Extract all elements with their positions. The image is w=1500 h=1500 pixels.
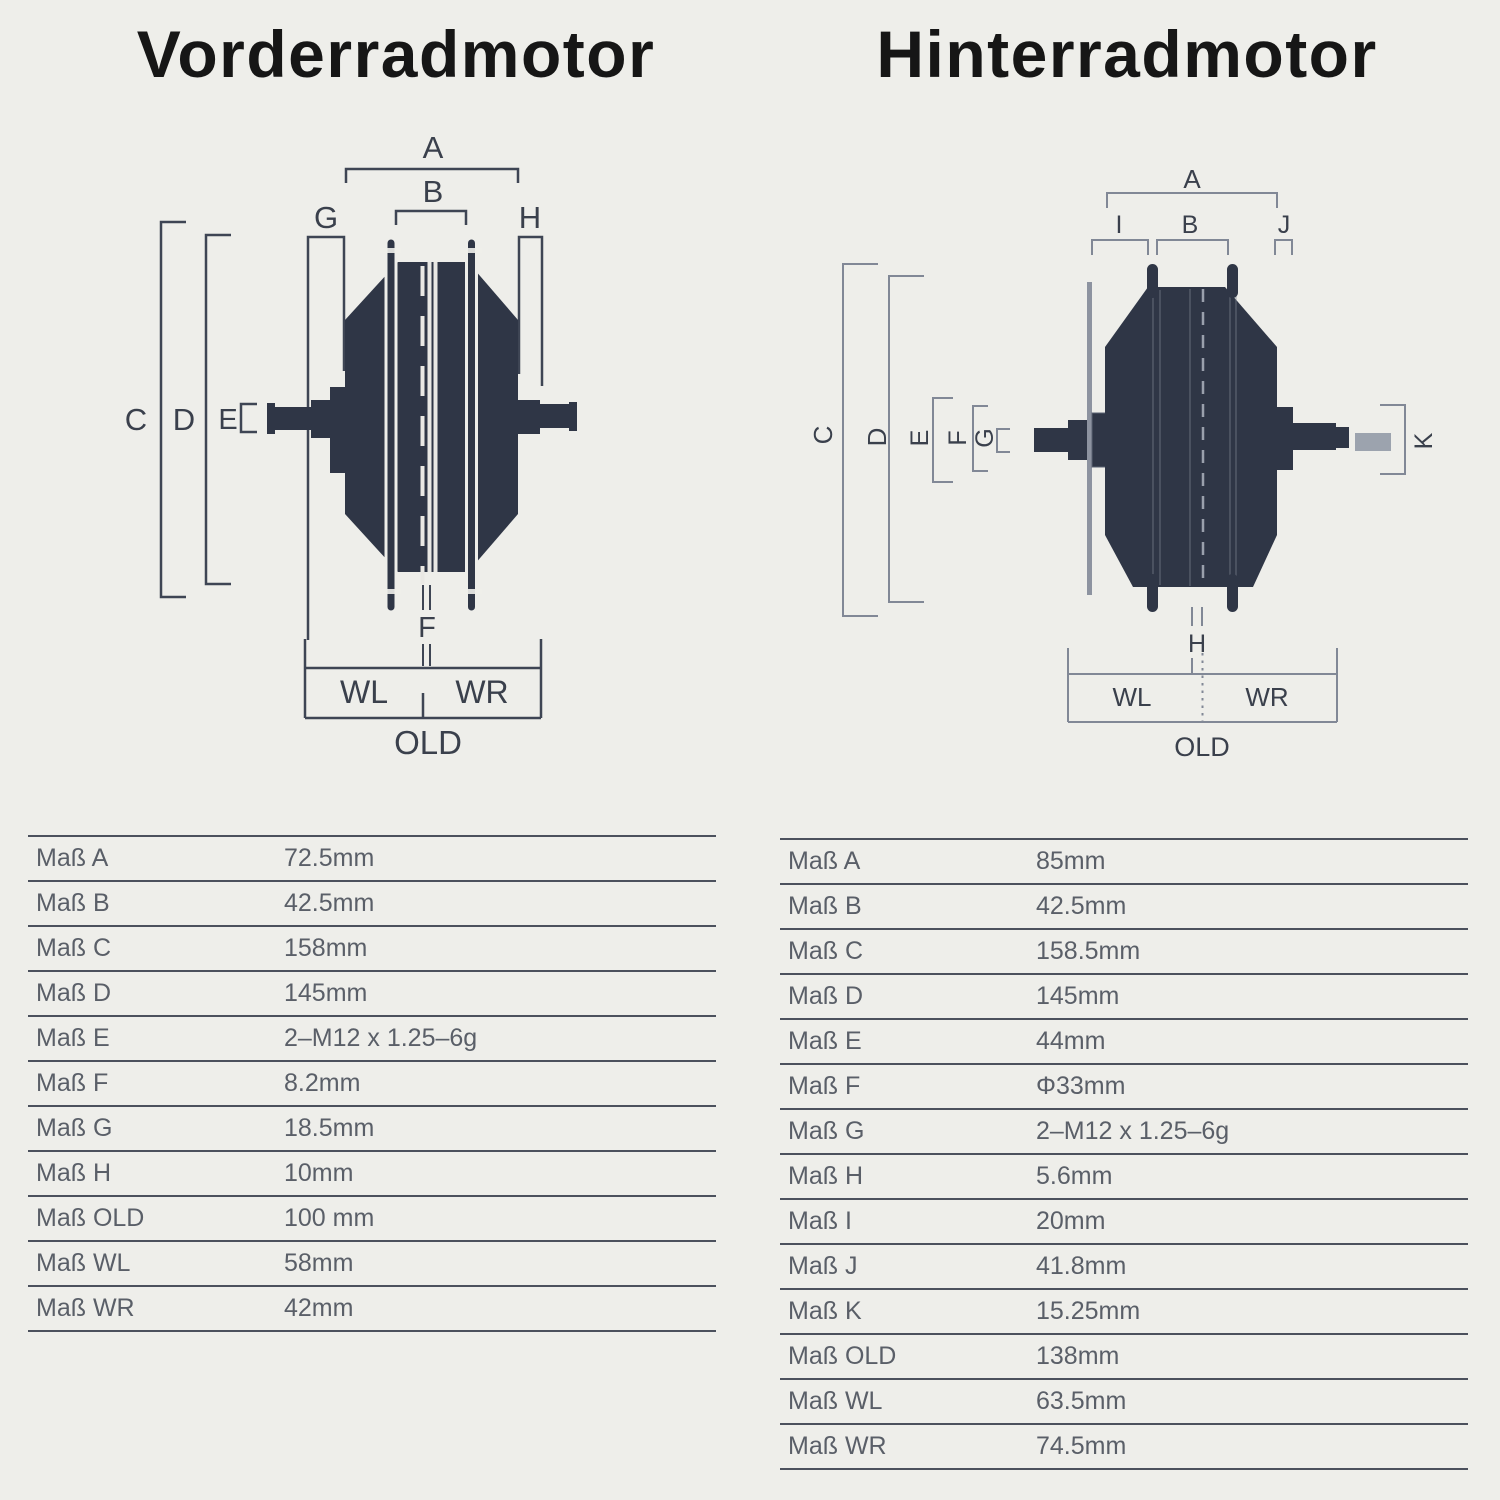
right-axle — [1277, 407, 1349, 470]
dim-label-d: D — [862, 427, 892, 447]
rear-motor-diagram — [800, 140, 1460, 790]
table-row — [28, 1150, 716, 1195]
dimension-value: 74.5mm — [1036, 1432, 1127, 1460]
dimension-label: Maß WL — [36, 1249, 131, 1277]
motor-body — [345, 262, 518, 584]
dimension-label: Maß WR — [788, 1432, 887, 1460]
dim-label-k: K — [1410, 432, 1438, 450]
dim-label-h: H — [1187, 630, 1207, 658]
dimension-value: 2–M12 x 1.25–6g — [1036, 1117, 1230, 1145]
dimension-value: 58mm — [284, 1249, 354, 1277]
dim-label-g: G — [971, 428, 999, 448]
table-row — [28, 1195, 716, 1240]
table-row — [28, 835, 716, 880]
table-row — [28, 880, 716, 925]
dim-label-e: E — [906, 429, 934, 447]
table-row — [780, 838, 1468, 883]
table-row — [780, 883, 1468, 928]
dim-bracket-a — [1107, 193, 1277, 208]
dimension-value: 42mm — [284, 1294, 354, 1322]
dimension-label: Maß F — [36, 1069, 109, 1097]
dimension-value: 145mm — [284, 979, 368, 1007]
table-row — [780, 973, 1468, 1018]
dim-label-wl: WL — [1112, 682, 1152, 712]
dim-label-a: A — [422, 130, 444, 165]
dimension-label: Maß OLD — [36, 1204, 145, 1232]
front-motor-table — [28, 835, 716, 1332]
dimension-value: 145mm — [1036, 982, 1120, 1010]
dimension-value: 15.25mm — [1036, 1297, 1141, 1325]
table-row — [28, 970, 716, 1015]
table-row — [28, 1060, 716, 1105]
dim-label-wr: WR — [1245, 682, 1289, 712]
dimension-value: 42.5mm — [284, 889, 375, 917]
front-motor-diagram — [100, 130, 740, 780]
dim-label-d: D — [172, 402, 196, 437]
table-row — [780, 1018, 1468, 1063]
dimension-value: 42.5mm — [1036, 892, 1127, 920]
dimension-label: Maß D — [36, 979, 111, 1007]
dimension-value: 41.8mm — [1036, 1252, 1127, 1280]
dim-bracket-b — [396, 211, 466, 225]
disc-rotor-line — [1087, 282, 1092, 595]
table-row — [28, 925, 716, 970]
dimension-label: Maß A — [36, 844, 109, 872]
dimension-label: Maß I — [788, 1207, 852, 1235]
axle-thread-tip — [1355, 433, 1391, 451]
dimension-value: 18.5mm — [284, 1114, 375, 1142]
table-row — [780, 1288, 1468, 1333]
dimension-label: Maß D — [788, 982, 863, 1010]
table-row — [780, 1423, 1468, 1468]
table-row — [780, 1243, 1468, 1288]
dimension-label: Maß E — [788, 1027, 862, 1055]
table-row — [780, 1153, 1468, 1198]
dimension-label: Maß A — [788, 847, 861, 875]
dimension-value: 85mm — [1036, 847, 1106, 875]
table-row — [780, 1063, 1468, 1108]
dim-label-h: H — [518, 200, 542, 235]
dimension-value: 158.5mm — [1036, 937, 1141, 965]
dimension-label: Maß C — [36, 934, 111, 962]
right-axle — [518, 400, 577, 434]
dim-label-wr: WR — [455, 674, 509, 710]
dimension-label: Maß K — [788, 1297, 862, 1325]
table-row — [780, 1333, 1468, 1378]
dim-label-a: A — [1183, 164, 1201, 194]
dimension-label: Maß G — [788, 1117, 865, 1145]
front-motor-title: Vorderradmotor — [136, 17, 656, 91]
dimension-label: Maß OLD — [788, 1342, 897, 1370]
dimension-value: 10mm — [284, 1159, 354, 1187]
dimension-label: Maß WL — [788, 1387, 883, 1415]
dim-label-wl: WL — [340, 674, 388, 710]
table-row — [780, 1108, 1468, 1153]
dimension-label: Maß B — [36, 889, 110, 917]
dim-label-c: C — [124, 402, 148, 437]
dim-label-old: OLD — [1174, 732, 1230, 762]
dim-bracket-i — [1092, 240, 1148, 255]
dim-label-j: J — [1277, 211, 1291, 239]
dim-bracket-j — [1275, 240, 1292, 255]
dim-label-f: F — [944, 430, 972, 446]
dimension-value: 8.2mm — [284, 1069, 361, 1097]
dim-label-f: F — [418, 612, 436, 644]
dimension-value: 20mm — [1036, 1207, 1106, 1235]
dimension-label: Maß F — [788, 1072, 861, 1100]
rear-motor-title: Hinterradmotor — [876, 17, 1378, 91]
dimension-label: Maß H — [36, 1159, 111, 1187]
table-row — [28, 1240, 716, 1285]
dimension-label: Maß E — [36, 1024, 110, 1052]
dimension-value: 5.6mm — [1036, 1162, 1113, 1190]
old-width-box — [1068, 648, 1337, 722]
dim-bracket-h — [519, 237, 542, 386]
dimension-value: 100 mm — [284, 1204, 375, 1232]
dimension-value: 44mm — [1036, 1027, 1106, 1055]
dim-label-c: C — [808, 425, 838, 445]
dim-label-old: OLD — [394, 724, 462, 761]
dim-label-b: B — [422, 174, 444, 209]
dimension-label: Maß J — [788, 1252, 858, 1280]
dimension-value: 63.5mm — [1036, 1387, 1127, 1415]
dimension-value: 2–M12 x 1.25–6g — [284, 1024, 478, 1052]
dimension-label: Maß G — [36, 1114, 113, 1142]
table-row — [28, 1285, 716, 1330]
rear-motor-table — [780, 838, 1468, 1470]
dimension-value: Φ33mm — [1036, 1072, 1126, 1100]
table-row — [780, 928, 1468, 973]
dim-label-e: E — [218, 404, 238, 436]
table-row — [780, 1198, 1468, 1243]
dimension-value: 138mm — [1036, 1342, 1120, 1370]
motor-body — [1105, 287, 1277, 587]
dimension-label: Maß WR — [36, 1294, 135, 1322]
table-row — [28, 1105, 716, 1150]
dimension-value: 158mm — [284, 934, 368, 962]
dim-label-i: I — [1115, 211, 1123, 239]
dim-label-b: B — [1181, 211, 1199, 239]
table-row — [780, 1378, 1468, 1423]
dimension-label: Maß C — [788, 937, 863, 965]
left-axle — [1034, 413, 1116, 467]
dim-bracket-b — [1157, 240, 1228, 255]
dimension-value: 72.5mm — [284, 844, 375, 872]
dimension-label: Maß B — [788, 892, 862, 920]
dim-label-g: G — [313, 200, 339, 235]
dim-bracket-e — [241, 404, 257, 432]
dimension-label: Maß H — [788, 1162, 863, 1190]
table-row — [28, 1015, 716, 1060]
